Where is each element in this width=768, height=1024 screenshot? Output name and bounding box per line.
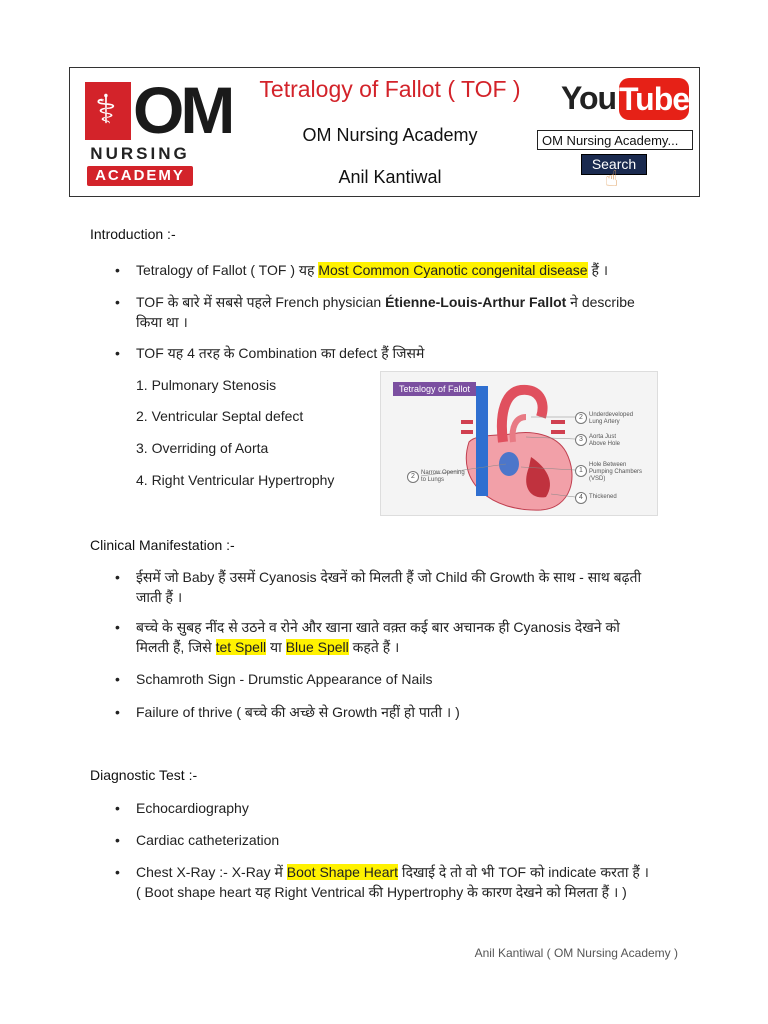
callout-label: Thickened: [589, 494, 617, 500]
intro-heading: Introduction :-: [90, 226, 176, 242]
page-title: Tetralogy of Fallot ( TOF ): [259, 76, 521, 102]
clinical-heading: Clinical Manifestation :-: [90, 537, 235, 553]
bullet-icon: •: [115, 619, 120, 635]
callout-number: 3: [575, 434, 587, 446]
vessel-stub: [551, 430, 565, 434]
callout-number: 4: [575, 492, 587, 504]
academy-name: OM Nursing Academy: [302, 125, 478, 145]
highlight: Boot Shape Heart: [286, 864, 399, 880]
vessel-stub: [551, 420, 565, 424]
highlight: Blue Spell: [285, 639, 349, 655]
bullet-icon: •: [115, 294, 120, 310]
bullet-icon: •: [115, 704, 120, 720]
numbered-item: 2. Ventricular Septal defect: [136, 408, 304, 424]
numbered-item: 1. Pulmonary Stenosis: [136, 377, 277, 393]
callout-number: 2: [575, 412, 587, 424]
numbered-item: 4. Right Ventricular Hypertrophy: [136, 472, 335, 488]
caduceus-icon: ⚕: [95, 88, 117, 132]
callout-number: 1: [575, 465, 587, 477]
bullet-icon: •: [115, 345, 120, 361]
vena-cava-shape: [476, 386, 488, 496]
logo-letters: OM: [133, 73, 232, 147]
youtube-promo: [533, 68, 700, 196]
logo-nursing-text: NURSING: [90, 144, 190, 163]
tof-heart-diagram: [380, 371, 658, 516]
youtube-search-button: Search: [581, 154, 647, 175]
page-footer: Anil Kantiwal ( OM Nursing Academy ): [474, 946, 678, 960]
numbered-item: 3. Overriding of Aorta: [136, 440, 269, 456]
callout-label: Underdeveloped Lung Artery: [589, 412, 634, 425]
youtube-tube-badge: Tube: [619, 78, 689, 120]
callout-label: Narrow Opening to Lungs: [421, 470, 465, 483]
bullet-icon: •: [115, 832, 120, 848]
author-name: Anil Kantiwal: [338, 167, 442, 187]
callout-label: Aorta Just Above Hole: [589, 434, 621, 447]
diagnostic-heading: Diagnostic Test :-: [90, 767, 198, 783]
vessel-stub: [461, 430, 473, 434]
callout-number: 2: [407, 471, 419, 483]
highlight: Most Common Cyanotic congenital disease: [318, 262, 588, 278]
logo-om-mark: [83, 73, 232, 147]
youtube-search-box: OM Nursing Academy...: [537, 130, 693, 150]
vessel-stub: [461, 420, 473, 424]
header-box: [69, 67, 700, 197]
bullet-icon: •: [115, 262, 120, 278]
bullet-icon: •: [115, 800, 120, 816]
mixed-blood-shape: [499, 452, 519, 476]
youtube-you-text: You: [561, 80, 617, 116]
bullet-icon: •: [115, 864, 120, 880]
pointing-hand-icon: ☝: [605, 166, 619, 191]
diagram-title: Tetralogy of Fallot: [393, 382, 476, 396]
highlight: tet Spell: [215, 639, 267, 655]
bullet-icon: •: [115, 569, 120, 585]
logo-academy-text: ACADEMY: [87, 166, 193, 186]
bullet-icon: •: [115, 671, 120, 687]
om-nursing-logo: [83, 73, 232, 188]
callout-label: Hole Between Pumping Chambers (VSD): [589, 462, 643, 482]
